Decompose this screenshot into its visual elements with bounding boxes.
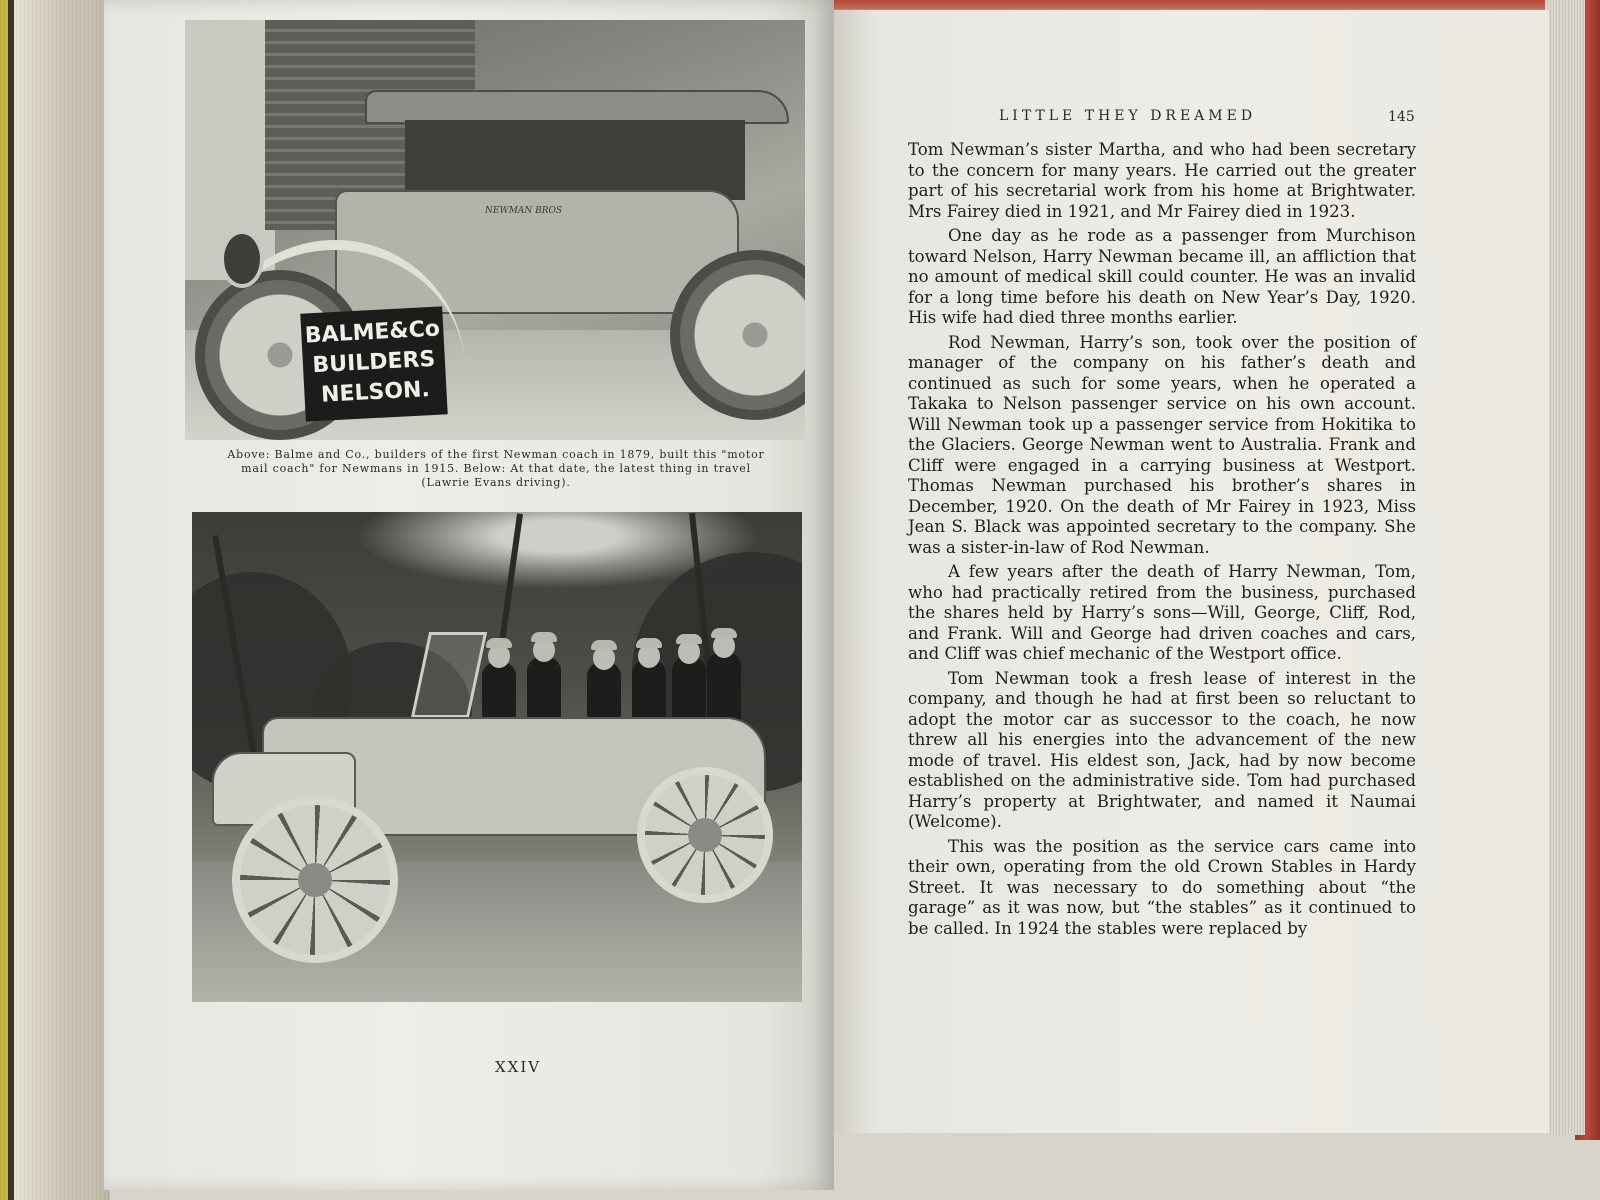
passenger-hat — [531, 632, 557, 642]
paragraph: A few years after the death of Harry Newman, Tom, who had practically retired from the business, purchased the shares held by Harry’s sons—Will, George, Cliff, Rod, and Frank. Will and George had driven coaches and cars, and Cliff was chief mechanic of the Westport office. — [908, 562, 1416, 663]
paragraph: Tom Newman took a fresh lease of interest in the company, and though he had at first been so reluctant to adopt the motor car as successor to the coach, he now threw all his energies into the advancement of the new mode of travel. His eldest son, Jack, had by now become established on the administrative side. Tom had purchased Harry’s property at Brightwater, and named it Naumai (Welcome). — [908, 668, 1416, 831]
coach-door-lettering: NEWMAN BROS — [485, 206, 563, 216]
coach-headlamp — [220, 230, 264, 288]
paragraph: This was the position as the service cars came into their own, operating from the old Crown Stables in Hardy Street. It was necessary to do something about “the garage” as it was now, but “the stables” as it continued to be called. In 1924 the stables were replaced by — [908, 836, 1416, 938]
plate-number: XXIV — [495, 1058, 542, 1076]
photo-caption — [190, 448, 802, 490]
passenger — [707, 652, 741, 722]
sign-line-2: BUILDERS — [311, 346, 436, 379]
right-page-block — [1545, 0, 1585, 1135]
sign-line-1: BALME&Co — [304, 316, 441, 349]
coach-roof — [365, 90, 789, 124]
car-windshield — [411, 632, 487, 718]
running-head: LITTLE THEY DREAMED — [999, 108, 1257, 124]
passenger-hat — [711, 628, 737, 638]
passenger-hat — [591, 640, 617, 650]
paragraph: One day as he rode as a passenger from Murchison toward Nelson, Harry Newman became ill, an affliction that no amount of medical skill could counter. He was an invalid for a long time before his death on New Year’s Day, 1920. His wife had died three months earlier. — [908, 226, 1416, 327]
caption-line: mail coach" for Newmans in 1915. Below: At that date, the latest thing in travel — [241, 462, 751, 475]
passenger-hat — [676, 634, 702, 644]
paragraph: Rod Newman, Harry’s son, took over the position of manager of the company on his father’s death and continued as such for some years, when he operated a Takaka to Nelson passenger service on his own account. Will Newman took up a passenger service from Hokitika to the Glaciers. George Newman went to Australia. Frank and Cliff were engaged in a carrying business at Westport. Thomas Newman purchased his brother’s shares in December, 1920. On the death of Mr Fairey in 1923, Miss Jean S. Black was appointed secretary to the company. She was a sister-in-law of Rod Newman. — [908, 332, 1416, 557]
sign-line-3: NELSON. — [320, 377, 431, 408]
car-rear-wheel — [637, 767, 773, 903]
photo-touring-car — [192, 512, 802, 1002]
book-page-block — [0, 0, 110, 1200]
passenger-hat — [636, 638, 662, 648]
passenger-hat — [486, 638, 512, 648]
photo-motor-mail-coach — [185, 20, 805, 440]
body-text — [908, 140, 1416, 943]
balme-builders-sign — [300, 306, 447, 421]
car-front-wheel — [232, 797, 398, 963]
caption-line: (Lawrie Evans driving). — [421, 476, 571, 489]
caption-line: Above: Balme and Co., builders of the first Newman coach in 1879, built this "motor — [227, 448, 765, 461]
paragraph: Tom Newman’s sister Martha, and who had been secretary to the concern for many years. He carried out the greater part of his secretarial work from his home at Brightwater. Mrs Fairey died in 1921, and Mr Fairey died in 1923. — [908, 140, 1416, 221]
coach-windows — [405, 120, 745, 200]
page-number: 145 — [1388, 109, 1415, 125]
